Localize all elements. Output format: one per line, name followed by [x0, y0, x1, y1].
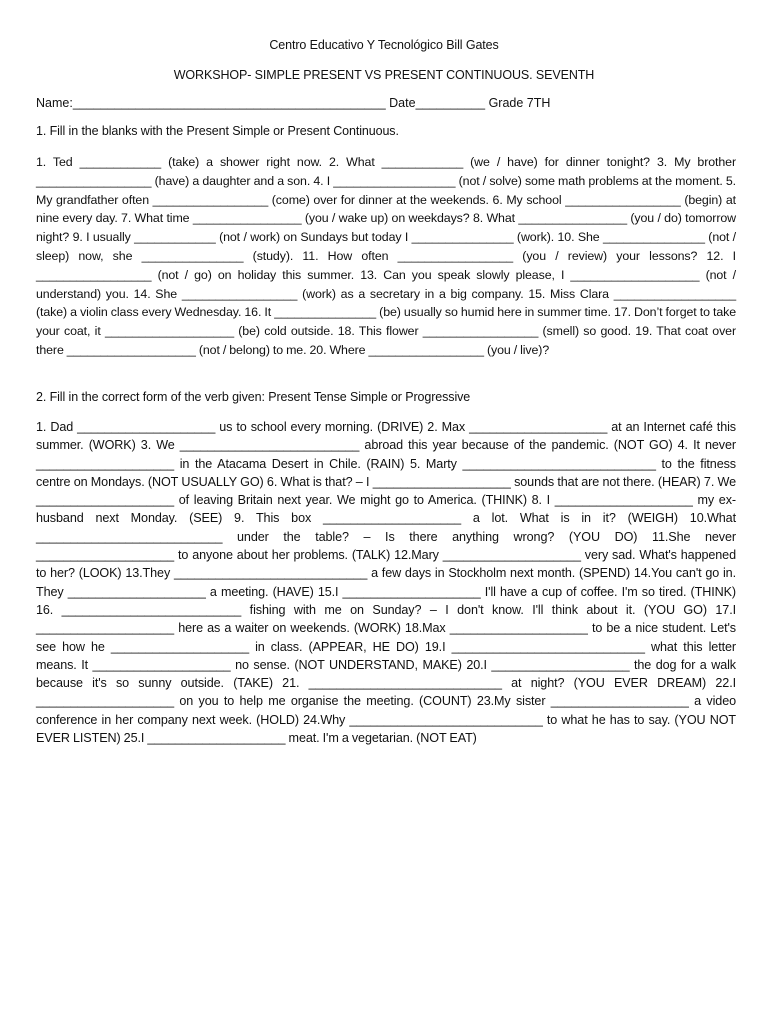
section-1-exercises: 1. Ted ____________ (take) a shower right now. 2. What ____________ (we / have) for dinner tonight? 3. My brother _________________ (have) a daughter and a son. 4. I __________________ (not / solve) some math problems at the moment. 5. My grandfather often _________________ (come) over for dinner at the weekends. 6. My school _________________ (begin) at nine every day. 7. What time ________________ (you / wake up) on weekdays? 8. What ________________ (you / do) tomorrow night? 9. I usually ____________ (not / work) on Sundays but today I _______________ (work). 10. She _______________ (not / sleep) now, she _______________ (study). 11. How often _________________ (you / review) your lessons? 12. I _________________ (not / go) on holiday this summer. 13. Can you speak slowly please, I ___________________ (not / understand) you. 14. She _________________ (work) as a secretary in a big company. 15. Miss Clara __________________ (take) a violin class every Wednesday. 16. It _______________ (be) usually so humid here in summer time. 17. Don’t forget to take your coat, it ___________________ (be) cold outside. 18. This flower _________________ (smell) so good. 19. That coat over there ___________________ (not / belong) to me. 20. Where _________________ (you / live)? — [36, 155, 736, 357]
date-blank[interactable]: __________ — [415, 96, 486, 110]
grade-label: Grade 7TH — [488, 96, 551, 110]
name-blank[interactable]: _____________________________________________ — [72, 96, 386, 110]
school-name: Centro Educativo Y Tecnológico Bill Gates — [269, 38, 499, 52]
section-2-heading: 2. Fill in the correct form of the verb given: Present Tense Simple or Progressive — [36, 390, 471, 404]
name-label: Name: — [36, 96, 73, 110]
student-info-line — [36, 96, 550, 110]
section-2-exercises: 1. Dad ____________________ us to school every morning. (DRIVE) 2. Max ____________________ at an Internet café this summer. (WORK) 3. We __________________________ abroad this year because of the pandemic. (NOT GO) 4. It never ____________________ in the Atacama Desert in Chile. (RAIN) 5. Marty ____________________________ to the fitness centre on Mondays. (NOT USUALLY GO) 6. What is that? – I ____________________ sounds that are not there. (HEAR) 7. We ____________________ of leaving Britain next year. We might go to America. (THINK) 8. I ____________________ my ex-husband next Monday. (SEE) 9. This box ____________________ a lot. What is in it? (WEIGH) 10.What ___________________________ under the table? – Is there anything wrong? (YOU DO) 11.She never ____________________ to anyone about her problems. (TALK) 12.Mary ____________________ very sad. What's happened to her? (LOOK) 13.They ____________________________ a few days in Stockholm next month. (SPEND) 14.You can't go in. They ____________________ a meeting. (HAVE) 15.I ____________________ I'll have a cup of coffee. I'm so tired. (THINK) 16. __________________________ fishing with me on Sunday? – I don't know. I'll think about it. (YOU GO) 17.I ____________________ here as a waiter on weekends. (WORK) 18.Max ____________________ to be a nice student. Let's see how he ____________________ in class. (APPEAR, HE DO) 19.I ____________________________ what this letter means. It ____________________ no sense. (NOT UNDERSTAND, MAKE) 20.I ____________________ the dog for a walk because it's so sunny outside. (TAKE) 21. ____________________________ at night? (YOU EVER DREAM) 22.I ____________________ on you to help me organise the meeting. (COUNT) 23.My sister ____________________ a video conference in her company next week. (HOLD) 24.Why ____________________________ to what he has to say. (YOU NOT EVER LISTEN) 25.I ____________________ meat. I'm a vegetarian. (NOT EAT) — [36, 420, 736, 746]
section-1-heading: 1. Fill in the blanks with the Present Simple or Present Continuous. — [36, 124, 399, 138]
date-label: Date — [389, 96, 416, 110]
workshop-title: WORKSHOP- SIMPLE PRESENT VS PRESENT CONTINUOUS. SEVENTH — [173, 68, 595, 82]
